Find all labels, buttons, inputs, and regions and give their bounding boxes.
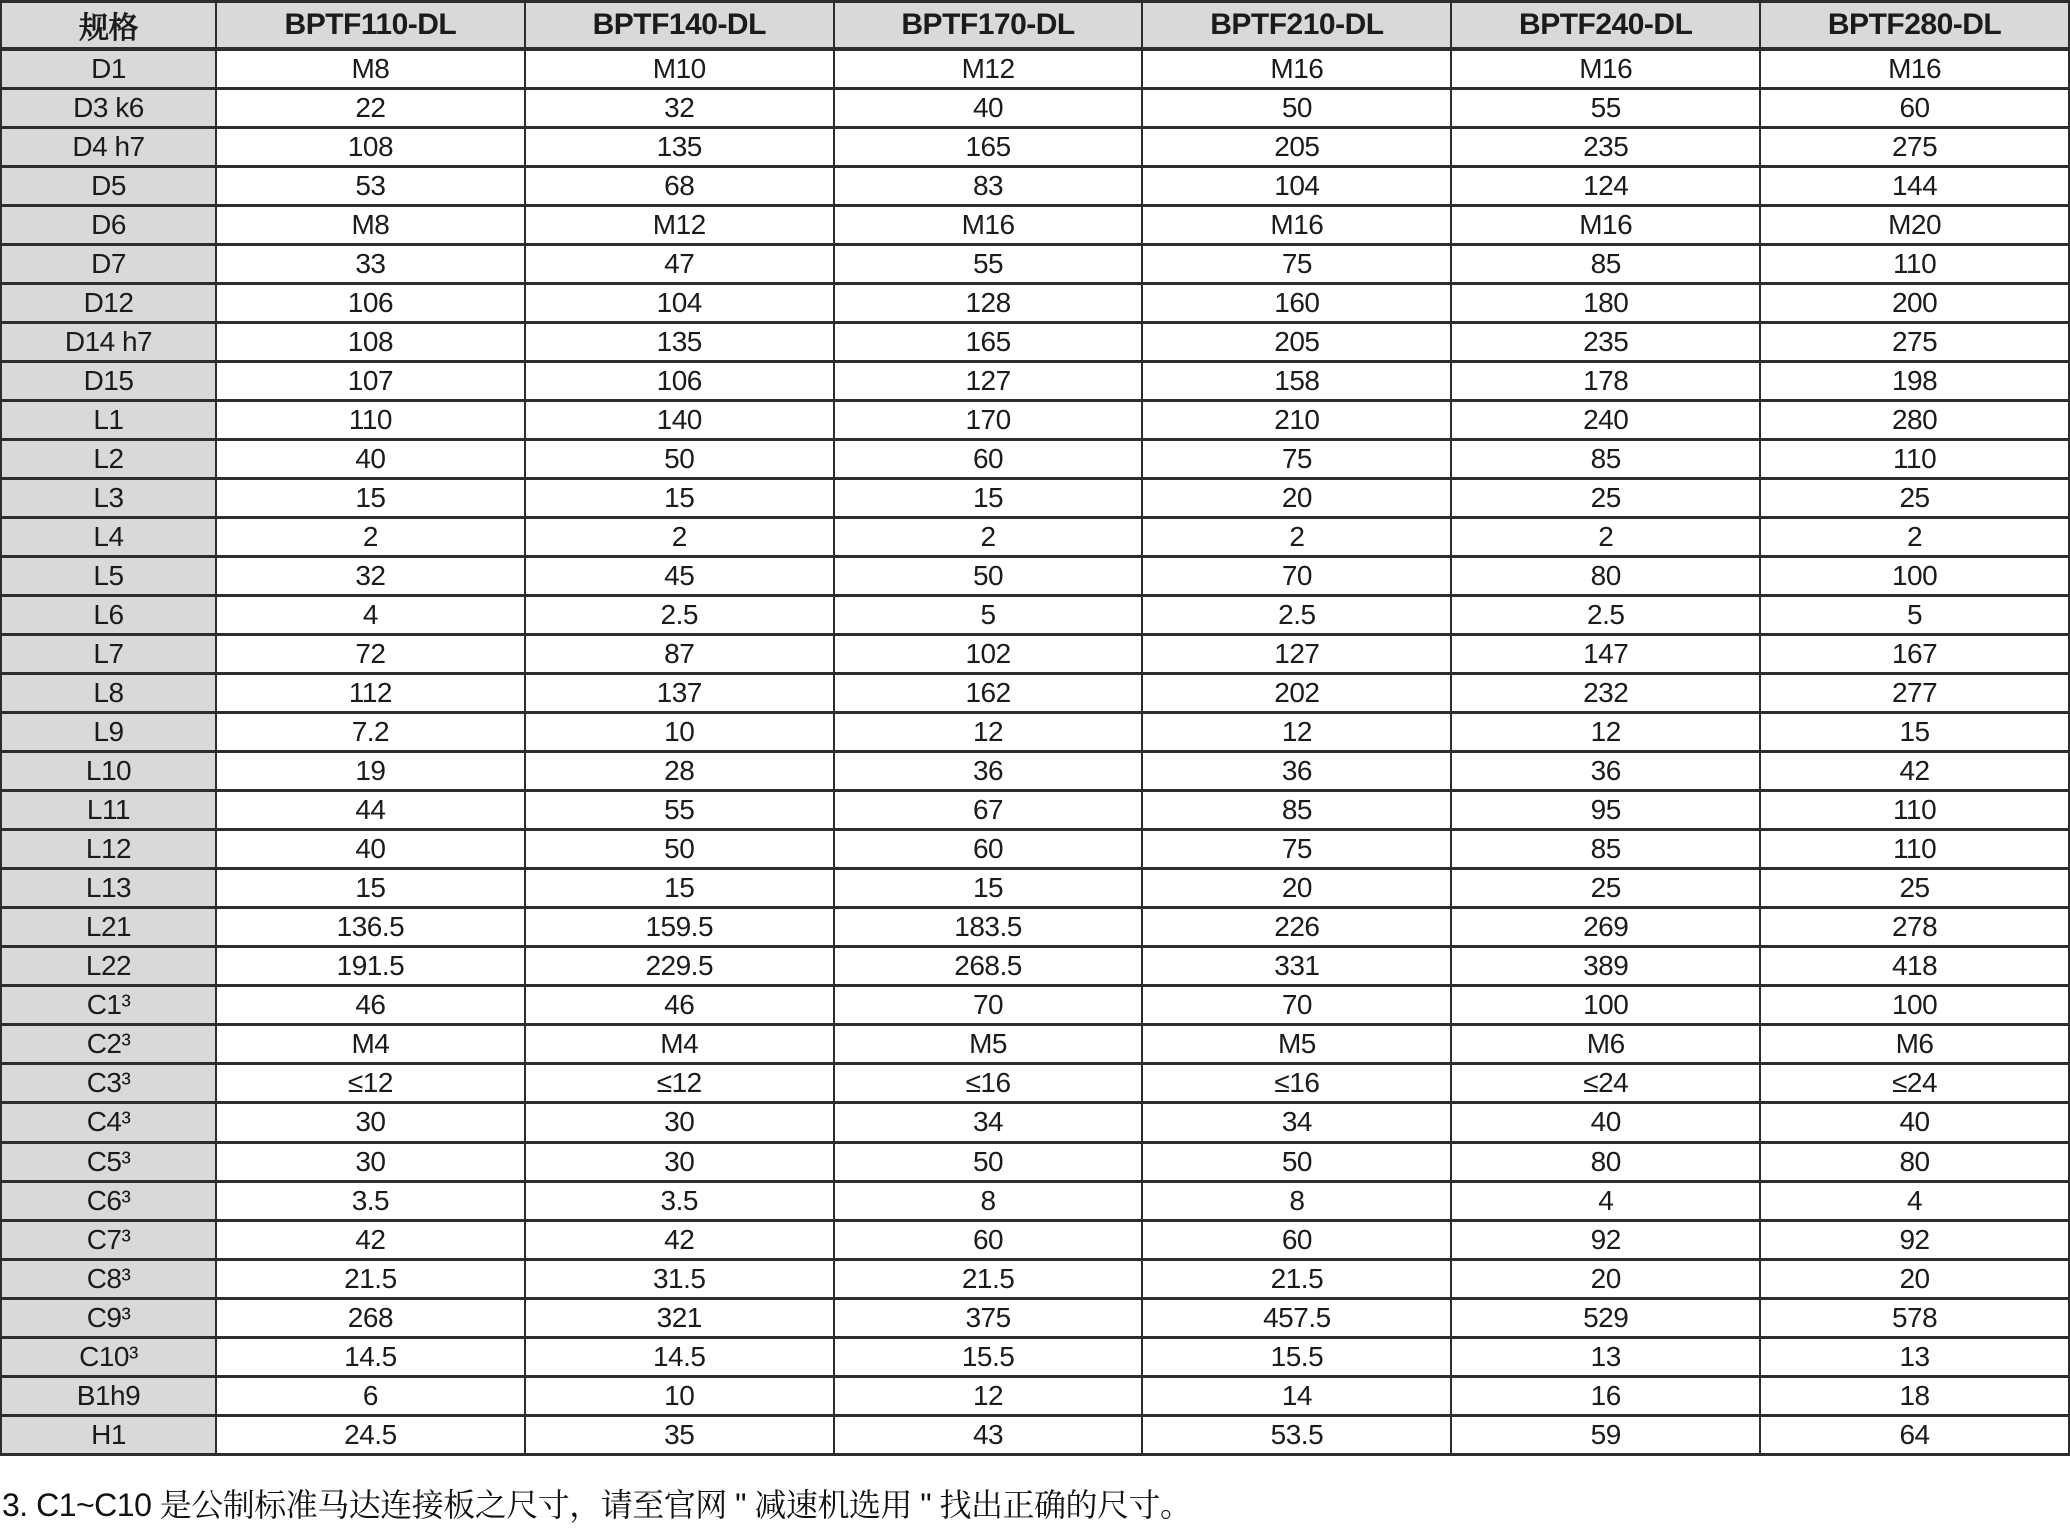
spec-value-cell: 30 (525, 1142, 834, 1181)
spec-value-cell: 80 (1760, 1142, 2069, 1181)
table-row (1, 1259, 2069, 1298)
spec-value-cell: 165 (834, 323, 1143, 362)
spec-value-cell: 183.5 (834, 908, 1143, 947)
spec-value-cell: 110 (1760, 245, 2069, 284)
row-label: L9 (1, 713, 216, 752)
spec-value-cell: 75 (1142, 440, 1451, 479)
spec-value-cell: 210 (1142, 401, 1451, 440)
row-label: L21 (1, 908, 216, 947)
spec-value-cell: 15 (525, 869, 834, 908)
row-label: D14 h7 (1, 323, 216, 362)
spec-value-cell: ≤12 (216, 1064, 525, 1103)
spec-value-cell: 15 (216, 479, 525, 518)
spec-value-cell: 104 (525, 284, 834, 323)
spec-value-cell: 3.5 (525, 1181, 834, 1220)
table-row (1, 1337, 2069, 1376)
table-row (1, 674, 2069, 713)
spec-header-cell: 规格 (1, 2, 216, 50)
table-row (1, 869, 2069, 908)
spec-value-cell: 85 (1451, 245, 1760, 284)
row-label: D4 h7 (1, 128, 216, 167)
spec-value-cell: 110 (1760, 830, 2069, 869)
row-label: L4 (1, 518, 216, 557)
spec-value-cell: 70 (834, 986, 1143, 1025)
row-label: C1³ (1, 986, 216, 1025)
spec-value-cell: 160 (1142, 284, 1451, 323)
spec-value-cell: 102 (834, 635, 1143, 674)
table-row (1, 128, 2069, 167)
spec-value-cell: 268.5 (834, 947, 1143, 986)
table-row (1, 1376, 2069, 1415)
spec-value-cell: 34 (1142, 1103, 1451, 1142)
spec-value-cell: 108 (216, 323, 525, 362)
spec-value-cell: 92 (1451, 1220, 1760, 1259)
spec-value-cell: M20 (1760, 206, 2069, 245)
spec-value-cell: 25 (1760, 479, 2069, 518)
table-row (1, 947, 2069, 986)
spec-value-cell: 40 (216, 830, 525, 869)
spec-value-cell: 50 (525, 440, 834, 479)
spec-value-cell: 83 (834, 167, 1143, 206)
spec-value-cell: 110 (216, 401, 525, 440)
spec-value-cell: 14.5 (525, 1337, 834, 1376)
spec-value-cell: 85 (1451, 440, 1760, 479)
spec-value-cell: 4 (1451, 1181, 1760, 1220)
table-row (1, 1103, 2069, 1142)
row-label: L13 (1, 869, 216, 908)
spec-value-cell: 60 (834, 440, 1143, 479)
spec-value-cell: 178 (1451, 362, 1760, 401)
spec-value-cell: M6 (1451, 1025, 1760, 1064)
row-label: L5 (1, 557, 216, 596)
spec-value-cell: 10 (525, 1376, 834, 1415)
table-row (1, 596, 2069, 635)
spec-value-cell: M16 (1142, 49, 1451, 89)
table-row (1, 791, 2069, 830)
header-row (1, 2, 2069, 50)
spec-value-cell: 8 (1142, 1181, 1451, 1220)
spec-value-cell: 46 (216, 986, 525, 1025)
row-label: L8 (1, 674, 216, 713)
spec-value-cell: M16 (834, 206, 1143, 245)
spec-value-cell: 50 (1142, 1142, 1451, 1181)
spec-value-cell: 36 (1451, 752, 1760, 791)
spec-value-cell: 127 (834, 362, 1143, 401)
spec-value-cell: 68 (525, 167, 834, 206)
spec-value-cell: 25 (1451, 869, 1760, 908)
row-label: D6 (1, 206, 216, 245)
spec-value-cell: 45 (525, 557, 834, 596)
spec-value-cell: 40 (1760, 1103, 2069, 1142)
spec-value-cell: 331 (1142, 947, 1451, 986)
table-row (1, 986, 2069, 1025)
spec-value-cell: 35 (525, 1415, 834, 1454)
row-label: C9³ (1, 1298, 216, 1337)
spec-value-cell: 75 (1142, 830, 1451, 869)
column-header-BPTF210-DL: BPTF210-DL (1142, 2, 1451, 50)
spec-value-cell: M4 (216, 1025, 525, 1064)
spec-value-cell: 235 (1451, 323, 1760, 362)
spec-value-cell: 50 (525, 830, 834, 869)
spec-value-cell: 110 (1760, 791, 2069, 830)
spec-value-cell: 180 (1451, 284, 1760, 323)
spec-value-cell: 136.5 (216, 908, 525, 947)
row-label: C2³ (1, 1025, 216, 1064)
spec-value-cell: 2.5 (1142, 596, 1451, 635)
spec-value-cell: 167 (1760, 635, 2069, 674)
table-row (1, 1064, 2069, 1103)
table-row (1, 713, 2069, 752)
spec-value-cell: 21.5 (1142, 1259, 1451, 1298)
spec-value-cell: 106 (216, 284, 525, 323)
spec-value-cell: ≤16 (1142, 1064, 1451, 1103)
spec-value-cell: 268 (216, 1298, 525, 1337)
spec-value-cell: M12 (834, 49, 1143, 89)
table-row (1, 635, 2069, 674)
spec-value-cell: 205 (1142, 323, 1451, 362)
spec-value-cell: 457.5 (1142, 1298, 1451, 1337)
table-row (1, 49, 2069, 89)
spec-value-cell: 10 (525, 713, 834, 752)
row-label: D3 k6 (1, 89, 216, 128)
spec-value-cell: 13 (1760, 1337, 2069, 1376)
spec-value-cell: 2 (1760, 518, 2069, 557)
table-row (1, 89, 2069, 128)
row-label: D5 (1, 167, 216, 206)
spec-value-cell: 15 (216, 869, 525, 908)
table-row (1, 1025, 2069, 1064)
spec-value-cell: 277 (1760, 674, 2069, 713)
spec-value-cell: 200 (1760, 284, 2069, 323)
column-header-BPTF280-DL: BPTF280-DL (1760, 2, 2069, 50)
spec-value-cell: ≤24 (1760, 1064, 2069, 1103)
spec-value-cell: 162 (834, 674, 1143, 713)
spec-value-cell: 18 (1760, 1376, 2069, 1415)
spec-value-cell: 529 (1451, 1298, 1760, 1337)
spec-value-cell: M10 (525, 49, 834, 89)
spec-value-cell: 46 (525, 986, 834, 1025)
spec-value-cell: 389 (1451, 947, 1760, 986)
spec-value-cell: 135 (525, 323, 834, 362)
spec-value-cell: 6 (216, 1376, 525, 1415)
spec-value-cell: 53.5 (1142, 1415, 1451, 1454)
footnote: 3. C1~C10 是公制标准马达连接板之尺寸，请至官网 " 减速机选用 " 找出正确的尺寸。 (2, 1487, 1192, 1523)
row-label: C6³ (1, 1181, 216, 1220)
spec-value-cell: ≤16 (834, 1064, 1143, 1103)
row-label: C4³ (1, 1103, 216, 1142)
spec-value-cell: 135 (525, 128, 834, 167)
spec-value-cell: 2 (525, 518, 834, 557)
spec-table-body (1, 49, 2069, 1455)
spec-value-cell: 25 (1760, 869, 2069, 908)
spec-value-cell: 53 (216, 167, 525, 206)
spec-value-cell: 47 (525, 245, 834, 284)
spec-value-cell: 14 (1142, 1376, 1451, 1415)
spec-value-cell: 7.2 (216, 713, 525, 752)
spec-value-cell: ≤12 (525, 1064, 834, 1103)
spec-value-cell: 100 (1451, 986, 1760, 1025)
table-row (1, 479, 2069, 518)
spec-value-cell: 67 (834, 791, 1143, 830)
spec-value-cell: 80 (1451, 557, 1760, 596)
spec-value-cell: 280 (1760, 401, 2069, 440)
spec-value-cell: 30 (216, 1103, 525, 1142)
spec-value-cell: 50 (1142, 89, 1451, 128)
spec-value-cell: 32 (216, 557, 525, 596)
spec-value-cell: 20 (1760, 1259, 2069, 1298)
spec-value-cell: 147 (1451, 635, 1760, 674)
spec-value-cell: 191.5 (216, 947, 525, 986)
spec-value-cell: 55 (1451, 89, 1760, 128)
table-row (1, 557, 2069, 596)
spec-value-cell: 170 (834, 401, 1143, 440)
row-label: C10³ (1, 1337, 216, 1376)
spec-value-cell: 269 (1451, 908, 1760, 947)
spec-value-cell: 20 (1142, 479, 1451, 518)
spec-value-cell: M16 (1142, 206, 1451, 245)
spec-value-cell: M6 (1760, 1025, 2069, 1064)
spec-value-cell: 15 (834, 869, 1143, 908)
spec-value-cell: 5 (1760, 596, 2069, 635)
spec-value-cell: M16 (1760, 49, 2069, 89)
row-label: C8³ (1, 1259, 216, 1298)
spec-value-cell: 85 (1451, 830, 1760, 869)
row-label: C7³ (1, 1220, 216, 1259)
spec-value-cell: 158 (1142, 362, 1451, 401)
spec-value-cell: 15 (525, 479, 834, 518)
spec-value-cell: 85 (1142, 791, 1451, 830)
spec-value-cell: 70 (1142, 557, 1451, 596)
spec-value-cell: 375 (834, 1298, 1143, 1337)
row-label: L7 (1, 635, 216, 674)
row-label: L6 (1, 596, 216, 635)
spec-value-cell: M12 (525, 206, 834, 245)
spec-value-cell: 87 (525, 635, 834, 674)
table-row (1, 908, 2069, 947)
row-label: D12 (1, 284, 216, 323)
table-row (1, 1142, 2069, 1181)
spec-value-cell: 2 (1451, 518, 1760, 557)
spec-value-cell: 21.5 (834, 1259, 1143, 1298)
table-row (1, 830, 2069, 869)
spec-value-cell: 50 (834, 1142, 1143, 1181)
table-row (1, 1220, 2069, 1259)
spec-value-cell: 137 (525, 674, 834, 713)
spec-value-cell: 28 (525, 752, 834, 791)
spec-value-cell: 275 (1760, 323, 2069, 362)
spec-value-cell: 240 (1451, 401, 1760, 440)
spec-value-cell: M8 (216, 206, 525, 245)
spec-value-cell: 55 (525, 791, 834, 830)
spec-value-cell: 19 (216, 752, 525, 791)
spec-value-cell: 34 (834, 1103, 1143, 1142)
row-label: C5³ (1, 1142, 216, 1181)
spec-value-cell: 2 (834, 518, 1143, 557)
spec-value-cell: M16 (1451, 49, 1760, 89)
spec-value-cell: M8 (216, 49, 525, 89)
spec-value-cell: 20 (1451, 1259, 1760, 1298)
spec-value-cell: 15 (1760, 713, 2069, 752)
spec-value-cell: 95 (1451, 791, 1760, 830)
spec-value-cell: 60 (834, 1220, 1143, 1259)
spec-value-cell: 13 (1451, 1337, 1760, 1376)
row-label: L1 (1, 401, 216, 440)
spec-value-cell: 44 (216, 791, 525, 830)
spec-value-cell: 24.5 (216, 1415, 525, 1454)
spec-value-cell: 32 (525, 89, 834, 128)
spec-value-cell: 106 (525, 362, 834, 401)
spec-value-cell: 36 (834, 752, 1143, 791)
table-row (1, 440, 2069, 479)
spec-value-cell: 12 (1142, 713, 1451, 752)
table-row (1, 362, 2069, 401)
spec-value-cell: 60 (1142, 1220, 1451, 1259)
spec-value-cell: 40 (834, 89, 1143, 128)
spec-value-cell: 30 (525, 1103, 834, 1142)
spec-value-cell: 16 (1451, 1376, 1760, 1415)
spec-value-cell: M5 (834, 1025, 1143, 1064)
row-label: L22 (1, 947, 216, 986)
spec-value-cell: 75 (1142, 245, 1451, 284)
spec-value-cell: 4 (216, 596, 525, 635)
spec-value-cell: 92 (1760, 1220, 2069, 1259)
spec-value-cell: 40 (1451, 1103, 1760, 1142)
spec-value-cell: 14.5 (216, 1337, 525, 1376)
spec-value-cell: 100 (1760, 557, 2069, 596)
row-label: D1 (1, 49, 216, 89)
spec-value-cell: 30 (216, 1142, 525, 1181)
spec-value-cell: 42 (1760, 752, 2069, 791)
spec-value-cell: 108 (216, 128, 525, 167)
row-label: C3³ (1, 1064, 216, 1103)
row-label: L2 (1, 440, 216, 479)
spec-value-cell: 104 (1142, 167, 1451, 206)
spec-value-cell: 5 (834, 596, 1143, 635)
row-label: L12 (1, 830, 216, 869)
spec-value-cell: ≤24 (1451, 1064, 1760, 1103)
table-row (1, 206, 2069, 245)
spec-value-cell: 226 (1142, 908, 1451, 947)
table-row (1, 167, 2069, 206)
spec-value-cell: 20 (1142, 869, 1451, 908)
spec-value-cell: M16 (1451, 206, 1760, 245)
spec-value-cell: 124 (1451, 167, 1760, 206)
spec-value-cell: 144 (1760, 167, 2069, 206)
table-row (1, 518, 2069, 557)
spec-value-cell: 107 (216, 362, 525, 401)
spec-value-cell: 25 (1451, 479, 1760, 518)
row-label: L11 (1, 791, 216, 830)
spec-value-cell: 60 (1760, 89, 2069, 128)
table-row (1, 1181, 2069, 1220)
spec-value-cell: 112 (216, 674, 525, 713)
spec-value-cell: 128 (834, 284, 1143, 323)
spec-table-header (1, 2, 2069, 50)
spec-value-cell: 50 (834, 557, 1143, 596)
column-header-BPTF170-DL: BPTF170-DL (834, 2, 1143, 50)
spec-value-cell: 12 (834, 713, 1143, 752)
spec-value-cell: 33 (216, 245, 525, 284)
spec-value-cell: 127 (1142, 635, 1451, 674)
row-label: L3 (1, 479, 216, 518)
spec-value-cell: 12 (1451, 713, 1760, 752)
spec-value-cell: 159.5 (525, 908, 834, 947)
spec-value-cell: 100 (1760, 986, 2069, 1025)
spec-value-cell: M5 (1142, 1025, 1451, 1064)
column-header-BPTF240-DL: BPTF240-DL (1451, 2, 1760, 50)
spec-value-cell: 198 (1760, 362, 2069, 401)
spec-value-cell: 22 (216, 89, 525, 128)
spec-value-cell: 3.5 (216, 1181, 525, 1220)
spec-value-cell: 278 (1760, 908, 2069, 947)
table-row (1, 752, 2069, 791)
spec-value-cell: 80 (1451, 1142, 1760, 1181)
spec-value-cell: M4 (525, 1025, 834, 1064)
row-label: D15 (1, 362, 216, 401)
spec-value-cell: 205 (1142, 128, 1451, 167)
spec-value-cell: 275 (1760, 128, 2069, 167)
table-row (1, 401, 2069, 440)
spec-value-cell: 165 (834, 128, 1143, 167)
spec-value-cell: 235 (1451, 128, 1760, 167)
spec-value-cell: 12 (834, 1376, 1143, 1415)
spec-value-cell: 55 (834, 245, 1143, 284)
spec-value-cell: 42 (216, 1220, 525, 1259)
spec-value-cell: 8 (834, 1181, 1143, 1220)
row-label: D7 (1, 245, 216, 284)
spec-value-cell: 60 (834, 830, 1143, 869)
spec-value-cell: 202 (1142, 674, 1451, 713)
spec-value-cell: 110 (1760, 440, 2069, 479)
spec-value-cell: 42 (525, 1220, 834, 1259)
spec-value-cell: 31.5 (525, 1259, 834, 1298)
spec-value-cell: 40 (216, 440, 525, 479)
spec-value-cell: 4 (1760, 1181, 2069, 1220)
table-row (1, 1415, 2069, 1454)
spec-value-cell: 21.5 (216, 1259, 525, 1298)
spec-value-cell: 15.5 (1142, 1337, 1451, 1376)
spec-value-cell: 59 (1451, 1415, 1760, 1454)
spec-value-cell: 418 (1760, 947, 2069, 986)
table-row (1, 1298, 2069, 1337)
spec-value-cell: 2 (216, 518, 525, 557)
spec-value-cell: 72 (216, 635, 525, 674)
spec-value-cell: 2.5 (1451, 596, 1760, 635)
column-header-BPTF110-DL: BPTF110-DL (216, 2, 525, 50)
spec-value-cell: 229.5 (525, 947, 834, 986)
spec-value-cell: 140 (525, 401, 834, 440)
row-label: L10 (1, 752, 216, 791)
spec-value-cell: 70 (1142, 986, 1451, 1025)
table-row (1, 323, 2069, 362)
spec-value-cell: 2.5 (525, 596, 834, 635)
column-header-BPTF140-DL: BPTF140-DL (525, 2, 834, 50)
spec-value-cell: 578 (1760, 1298, 2069, 1337)
spec-value-cell: 2 (1142, 518, 1451, 557)
spec-value-cell: 64 (1760, 1415, 2069, 1454)
spec-value-cell: 321 (525, 1298, 834, 1337)
spec-value-cell: 15 (834, 479, 1143, 518)
spec-value-cell: 15.5 (834, 1337, 1143, 1376)
spec-value-cell: 232 (1451, 674, 1760, 713)
table-row (1, 245, 2069, 284)
row-label: H1 (1, 1415, 216, 1454)
row-label: B1h9 (1, 1376, 216, 1415)
spec-value-cell: 43 (834, 1415, 1143, 1454)
table-row (1, 284, 2069, 323)
spec-value-cell: 36 (1142, 752, 1451, 791)
